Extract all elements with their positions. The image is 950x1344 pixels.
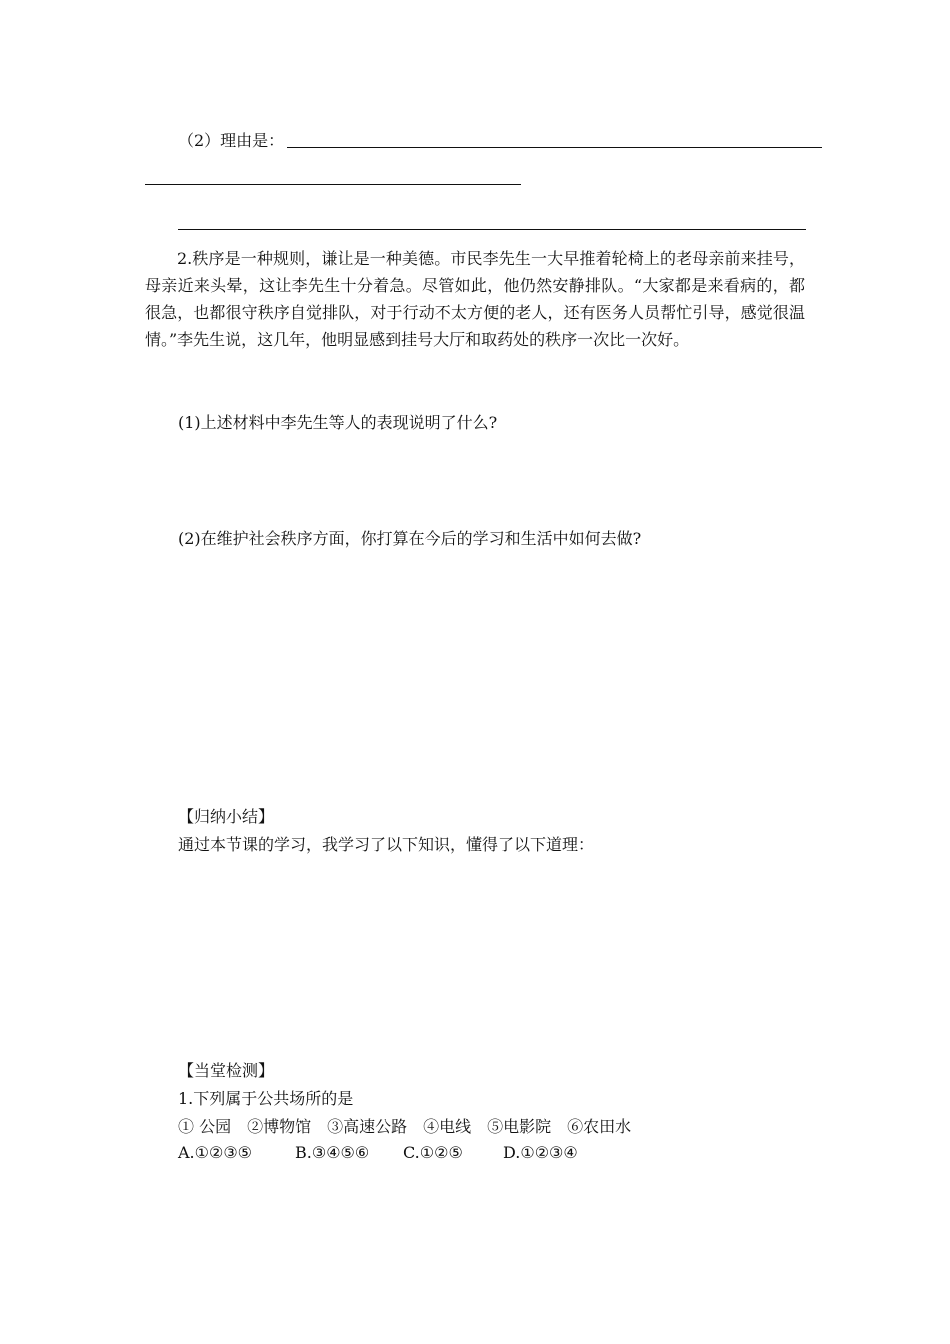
option-c: C.①②⑤ bbox=[403, 1143, 463, 1162]
check-question-1: 1.下列属于公共场所的是 bbox=[178, 1089, 354, 1108]
answer-line[interactable] bbox=[287, 147, 822, 148]
question-1: (1)上述材料中李先生等人的表现说明了什么? bbox=[178, 413, 498, 432]
summary-prompt: 通过本节课的学习，我学习了以下知识，懂得了以下道理： bbox=[178, 835, 595, 854]
reason-label: （2）理由是： bbox=[178, 131, 285, 150]
check-items: ① 公园 ②博物馆 ③高速公路 ④电线 ⑤电影院 ⑥农田水 bbox=[178, 1117, 632, 1136]
option-d: D.①②③④ bbox=[503, 1143, 578, 1162]
material-text: 2.秩序是一种规则，谦让是一种美德。市民李先生一大早推着轮椅上的老母亲前来挂号，母亲近来头晕，这让李先生十分着急。尽管如此，他仍然安静排队。“大家都是来看病的，都很急，也都很守秩序自觉排队，对于行动不太方便的老人，还有医务人员帮忙引导，感觉很温情。”李先生说，这几年，他明显感到挂号大厅和取药处的秩序一次比一次好。 bbox=[145, 249, 805, 349]
answer-line[interactable] bbox=[178, 229, 806, 230]
answer-line[interactable] bbox=[145, 184, 521, 185]
material-paragraph bbox=[145, 245, 805, 353]
option-b: B.③④⑤⑥ bbox=[295, 1143, 370, 1162]
summary-heading: 【归纳小结】 bbox=[178, 807, 275, 826]
check-heading: 【当堂检测】 bbox=[178, 1061, 275, 1080]
option-a: A.①②③⑤ bbox=[178, 1143, 253, 1162]
question-2: (2)在维护社会秩序方面，你打算在今后的学习和生活中如何去做? bbox=[178, 529, 642, 548]
